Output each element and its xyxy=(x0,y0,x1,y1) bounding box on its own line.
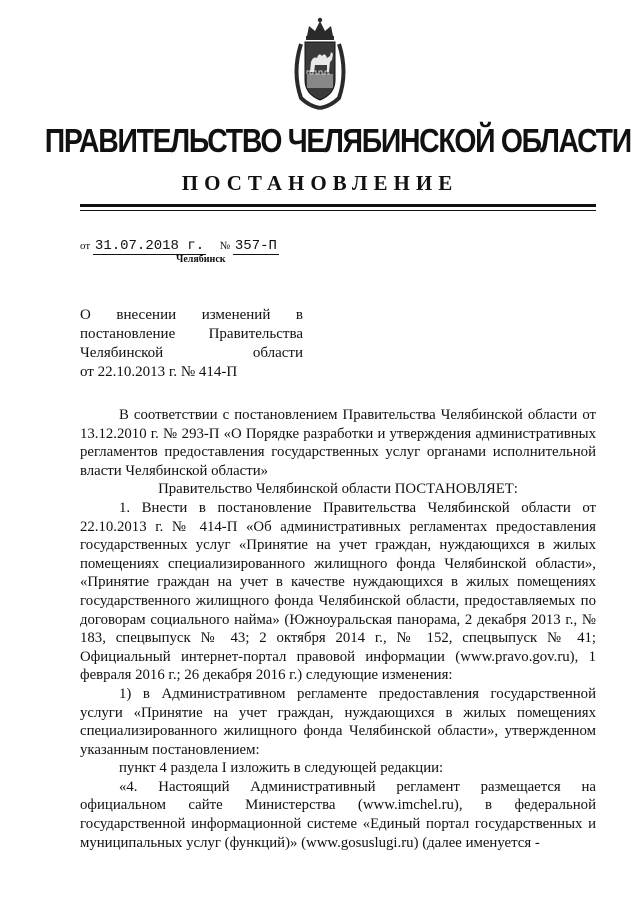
document-body xyxy=(80,406,596,852)
number-prefix: № xyxy=(219,240,231,252)
subject-line: от 22.10.2013 г. № 414-П xyxy=(80,364,238,380)
preamble-paragraph: В соответствии с постановлением Правительства Челябинской области от 13.12.2010 г. № 293-П «О Порядке разработки и утверждения административных регламентов предоставления государственных услуг органами исполнительной власти Челябинской области» xyxy=(80,407,596,479)
item-1-1-paragraph: 1) в Административном регламенте предоставления государственной услуги «Принятие на учет граждан, нуждающихся в жилых помещениях специализированного жилищного фонда Челябинской области», утвержденном указанным постановлением: xyxy=(80,685,596,758)
subject-line: О внесении изменений в xyxy=(80,307,303,323)
quote-paragraph: «4. Настоящий Административный регламент размещается на официальном сайте Министерства (www.imchel.ru), в федеральной государственной информационной системе «Единый портал государственных и муниципальных услуг (функций)» (www.gosuslugi.ru) (далее именуется - xyxy=(80,778,596,851)
date-prefix: от xyxy=(80,240,91,252)
government-title: ПРАВИТЕЛЬСТВО ЧЕЛЯБИНСКОЙ ОБЛАСТИ xyxy=(44,122,631,159)
item-1-paragraph: 1. Внести в постановление Правительства Челябинской области от 22.10.2013 г. № 414-П «Об административных регламентах предоставления государственных услуг «Принятие на учет граждан, нуждающихся в жилых помещениях специализированного жилищного фонда Челябинской области», «Принятие граждан на учет в качестве нуждающихся в жилых помещениях государственного жилищного фонда Челябинской области, предоставляемых по договорам социального найма» (Южноуральская панорама, 2 декабря 2013 г., № 183, спецвыпуск № 43; 2 октября 2014 г., № 152, спецвыпуск № 41; Официальный интернет-портал правовой информации (www.pravo.gov.ru), 1 февраля 2016 г.; 26 декабря 2016 г.) следующие изменения: xyxy=(80,499,596,684)
header-divider-thick xyxy=(80,204,596,207)
issue-city: Челябинск xyxy=(176,254,226,265)
document-type: ПОСТАНОВЛЕНИЕ xyxy=(181,171,459,195)
coat-of-arms-icon xyxy=(289,14,351,110)
document-date: 31.07.2018 г. xyxy=(94,238,205,254)
resolves-paragraph: Правительство Челябинской области ПОСТАНОВЛЯЕТ: xyxy=(158,481,518,498)
date-number-line xyxy=(80,238,279,254)
header-divider-thin xyxy=(80,210,596,211)
clause-paragraph: пункт 4 раздела I изложить в следующей редакции: xyxy=(119,760,444,777)
subject-line: постановление Правительства xyxy=(80,326,303,342)
subject-block xyxy=(80,306,303,382)
document-number: 357-П xyxy=(234,238,277,254)
subject-line: Челябинской области xyxy=(80,345,303,361)
